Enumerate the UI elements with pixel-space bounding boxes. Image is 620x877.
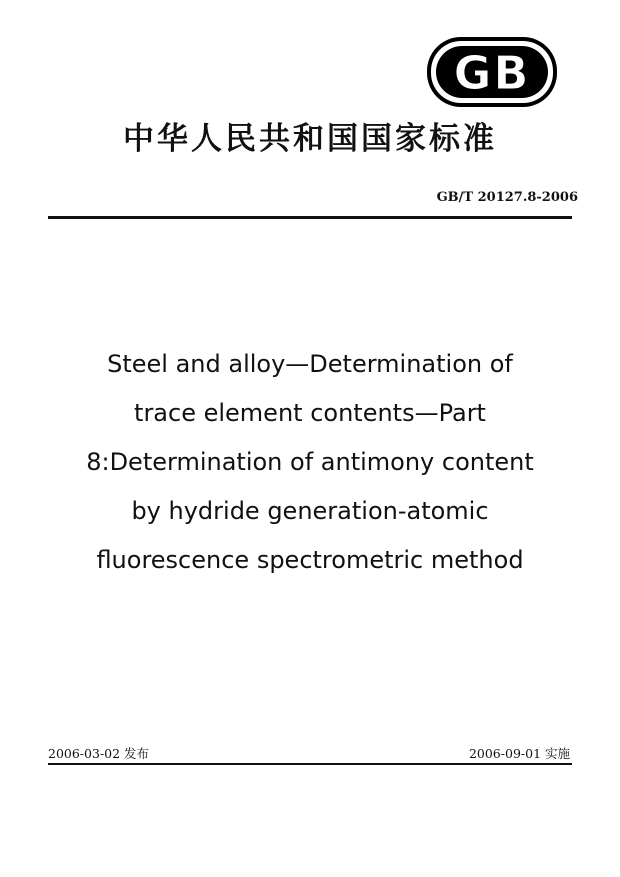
standard-code: GB/T 20127.8-2006 [436, 190, 578, 205]
title-line: Steel and alloy—Determination of [107, 350, 513, 378]
title-line: by hydride generation-atomic [131, 497, 489, 525]
issue-date: 2006-03-02 发布 [48, 746, 150, 761]
document-title [30, 340, 590, 585]
standard-name: 中华人民共和国国家标准 [123, 121, 497, 157]
implementation-date: 2006-09-01 实施 [468, 746, 570, 761]
title-line: 8:Determination of antimony content [86, 448, 534, 476]
title-line: trace element contents—Part [134, 399, 486, 427]
title-line: fluorescence spectrometric method [96, 546, 524, 574]
footer-divider [48, 763, 572, 765]
svg-text:GB: GB [453, 46, 531, 100]
gb-logo [427, 37, 557, 107]
header-divider [48, 216, 572, 219]
